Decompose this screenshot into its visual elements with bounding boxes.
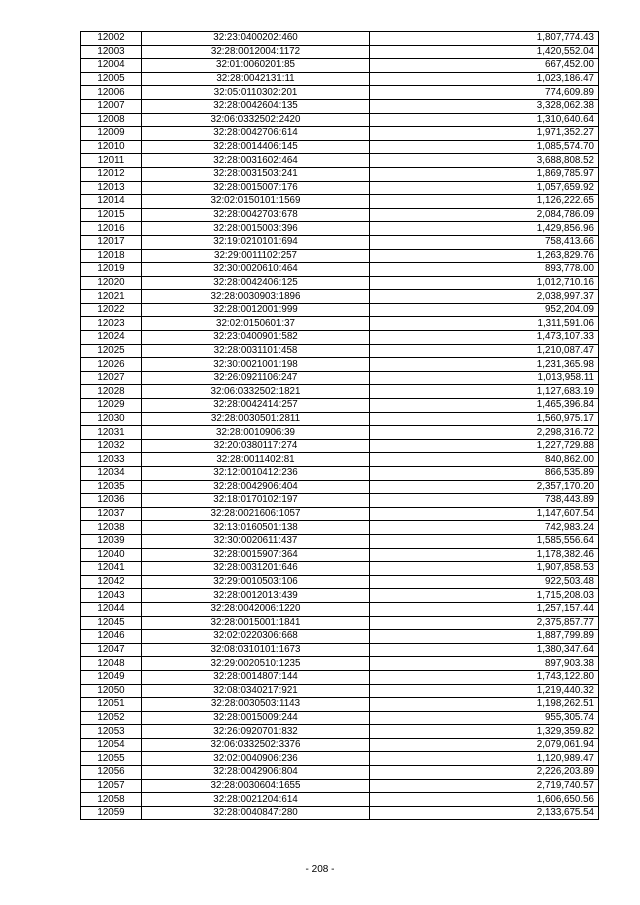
cadastral-number-cell: 32:06:0332502:2420	[142, 113, 370, 127]
value-cell: 1,057,659.92	[370, 181, 599, 195]
value-cell: 1,127,683.19	[370, 385, 599, 399]
cadastral-number-cell: 32:28:0040847:280	[142, 806, 370, 820]
cadastral-number-cell: 32:08:0310101:1673	[142, 643, 370, 657]
table-row	[81, 426, 599, 440]
row-number-cell: 12012	[81, 167, 142, 181]
cadastral-number-cell: 32:01:0060201:85	[142, 59, 370, 73]
row-number-cell: 12046	[81, 630, 142, 644]
value-cell: 2,084,786.09	[370, 208, 599, 222]
cadastral-number-cell: 32:30:0021001:198	[142, 358, 370, 372]
row-number-cell: 12050	[81, 684, 142, 698]
cadastral-number-cell: 32:28:0012004:1172	[142, 45, 370, 59]
table-row	[81, 59, 599, 73]
row-number-cell: 12004	[81, 59, 142, 73]
row-number-cell: 12008	[81, 113, 142, 127]
cadastral-number-cell: 32:02:0150101:1569	[142, 195, 370, 209]
table-row	[81, 371, 599, 385]
row-number-cell: 12024	[81, 331, 142, 345]
value-cell: 1,971,352.27	[370, 127, 599, 141]
value-cell: 1,257,157.44	[370, 602, 599, 616]
cadastral-number-cell: 32:13:0160501:138	[142, 521, 370, 535]
value-cell: 1,329,359.82	[370, 725, 599, 739]
table-row	[81, 140, 599, 154]
cadastral-number-cell: 32:28:0021204:614	[142, 793, 370, 807]
value-cell: 3,328,062.38	[370, 99, 599, 113]
value-cell: 893,778.00	[370, 263, 599, 277]
cadastral-number-cell: 32:02:0150601:37	[142, 317, 370, 331]
table-row	[81, 331, 599, 345]
value-cell: 1,085,574.70	[370, 140, 599, 154]
cadastral-number-cell: 32:06:0332502:3376	[142, 738, 370, 752]
table-row	[81, 399, 599, 413]
row-number-cell: 12038	[81, 521, 142, 535]
row-number-cell: 12036	[81, 494, 142, 508]
value-cell: 955,305.74	[370, 711, 599, 725]
row-number-cell: 12039	[81, 534, 142, 548]
cadastral-number-cell: 32:30:0020610:464	[142, 263, 370, 277]
value-cell: 1,606,650.56	[370, 793, 599, 807]
cadastral-number-cell: 32:28:0030501:2811	[142, 412, 370, 426]
cadastral-number-cell: 32:28:0012001:999	[142, 303, 370, 317]
value-cell: 3,688,808.52	[370, 154, 599, 168]
cadastral-number-cell: 32:08:0340217:921	[142, 684, 370, 698]
table-body	[81, 32, 599, 820]
table-row	[81, 235, 599, 249]
row-number-cell: 12015	[81, 208, 142, 222]
row-number-cell: 12043	[81, 589, 142, 603]
value-cell: 758,413.66	[370, 235, 599, 249]
cadastral-number-cell: 32:28:0042006:1220	[142, 602, 370, 616]
row-number-cell: 12006	[81, 86, 142, 100]
row-number-cell: 12045	[81, 616, 142, 630]
row-number-cell: 12042	[81, 575, 142, 589]
table-row	[81, 752, 599, 766]
value-cell: 2,038,997.37	[370, 290, 599, 304]
value-cell: 840,862.00	[370, 453, 599, 467]
value-cell: 2,133,675.54	[370, 806, 599, 820]
value-cell: 2,079,061.94	[370, 738, 599, 752]
value-cell: 1,311,591.06	[370, 317, 599, 331]
value-cell: 1,380,347.64	[370, 643, 599, 657]
row-number-cell: 12027	[81, 371, 142, 385]
table-row	[81, 670, 599, 684]
table-row	[81, 657, 599, 671]
value-cell: 1,147,607.54	[370, 507, 599, 521]
row-number-cell: 12047	[81, 643, 142, 657]
table-row	[81, 32, 599, 46]
value-cell: 1,227,729.88	[370, 439, 599, 453]
row-number-cell: 12002	[81, 32, 142, 46]
value-cell: 922,503.48	[370, 575, 599, 589]
row-number-cell: 12044	[81, 602, 142, 616]
cadastral-number-cell: 32:28:0031602:464	[142, 154, 370, 168]
row-number-cell: 12009	[81, 127, 142, 141]
row-number-cell: 12053	[81, 725, 142, 739]
cadastral-number-cell: 32:28:0042906:804	[142, 766, 370, 780]
table-row	[81, 793, 599, 807]
table-row	[81, 562, 599, 576]
cadastral-number-cell: 32:28:0042406:125	[142, 276, 370, 290]
cadastral-number-cell: 32:28:0015007:176	[142, 181, 370, 195]
row-number-cell: 12026	[81, 358, 142, 372]
value-cell: 1,807,774.43	[370, 32, 599, 46]
table-row	[81, 643, 599, 657]
cadastral-number-cell: 32:28:0031503:241	[142, 167, 370, 181]
value-cell: 2,298,316.72	[370, 426, 599, 440]
table-row	[81, 86, 599, 100]
row-number-cell: 12057	[81, 779, 142, 793]
table-row	[81, 779, 599, 793]
value-cell: 1,473,107.33	[370, 331, 599, 345]
cadastral-number-cell: 32:23:0400202:460	[142, 32, 370, 46]
table-row	[81, 263, 599, 277]
row-number-cell: 12007	[81, 99, 142, 113]
cadastral-number-cell: 32:23:0400901:582	[142, 331, 370, 345]
table-row	[81, 385, 599, 399]
cadastral-number-cell: 32:28:0042414:257	[142, 399, 370, 413]
value-cell: 1,178,382.46	[370, 548, 599, 562]
cadastral-number-cell: 32:28:0030604:1655	[142, 779, 370, 793]
cadastral-number-cell: 32:28:0015003:396	[142, 222, 370, 236]
value-cell: 1,198,262.51	[370, 698, 599, 712]
row-number-cell: 12033	[81, 453, 142, 467]
row-number-cell: 12051	[81, 698, 142, 712]
cadastral-number-cell: 32:28:0021606:1057	[142, 507, 370, 521]
row-number-cell: 12022	[81, 303, 142, 317]
value-cell: 897,903.38	[370, 657, 599, 671]
cadastral-number-cell: 32:29:0010503:106	[142, 575, 370, 589]
table-row	[81, 616, 599, 630]
row-number-cell: 12048	[81, 657, 142, 671]
cadastral-number-cell: 32:26:0920701:832	[142, 725, 370, 739]
cadastral-number-cell: 32:28:0015907:364	[142, 548, 370, 562]
row-number-cell: 12059	[81, 806, 142, 820]
cadastral-number-cell: 32:28:0015009:244	[142, 711, 370, 725]
table-row	[81, 806, 599, 820]
table-row	[81, 290, 599, 304]
row-number-cell: 12037	[81, 507, 142, 521]
row-number-cell: 12031	[81, 426, 142, 440]
table-row	[81, 167, 599, 181]
table-row	[81, 698, 599, 712]
table-row	[81, 222, 599, 236]
cadastral-number-cell: 32:02:0220306:668	[142, 630, 370, 644]
table-row	[81, 154, 599, 168]
cadastral-number-cell: 32:28:0011402:81	[142, 453, 370, 467]
value-cell: 1,907,858.53	[370, 562, 599, 576]
cadastral-number-cell: 32:28:0031101:458	[142, 344, 370, 358]
table-row	[81, 276, 599, 290]
table-row	[81, 467, 599, 481]
cadastral-number-cell: 32:29:0020510:1235	[142, 657, 370, 671]
table-row	[81, 127, 599, 141]
value-cell: 1,869,785.97	[370, 167, 599, 181]
value-cell: 1,743,122.80	[370, 670, 599, 684]
table-row	[81, 494, 599, 508]
row-number-cell: 12014	[81, 195, 142, 209]
row-number-cell: 12011	[81, 154, 142, 168]
table-row	[81, 684, 599, 698]
value-cell: 1,263,829.76	[370, 249, 599, 263]
row-number-cell: 12010	[81, 140, 142, 154]
value-cell: 2,719,740.57	[370, 779, 599, 793]
cadastral-number-cell: 32:28:0042703:678	[142, 208, 370, 222]
row-number-cell: 12055	[81, 752, 142, 766]
page-number: - 208 -	[305, 864, 335, 875]
cadastral-number-cell: 32:29:0011102:257	[142, 249, 370, 263]
table-row	[81, 99, 599, 113]
value-cell: 2,375,857.77	[370, 616, 599, 630]
table-row	[81, 317, 599, 331]
cadastral-number-cell: 32:28:0012013:439	[142, 589, 370, 603]
table-row	[81, 630, 599, 644]
row-number-cell: 12028	[81, 385, 142, 399]
value-cell: 774,609.89	[370, 86, 599, 100]
value-cell: 738,443.89	[370, 494, 599, 508]
row-number-cell: 12058	[81, 793, 142, 807]
cadastral-number-cell: 32:30:0020611:437	[142, 534, 370, 548]
table-row	[81, 725, 599, 739]
table-row	[81, 575, 599, 589]
value-cell: 2,357,170.20	[370, 480, 599, 494]
row-number-cell: 12019	[81, 263, 142, 277]
table-row	[81, 507, 599, 521]
table-row	[81, 344, 599, 358]
cadastral-number-cell: 32:06:0332502:1821	[142, 385, 370, 399]
value-cell: 1,429,856.96	[370, 222, 599, 236]
row-number-cell: 12003	[81, 45, 142, 59]
table-row	[81, 195, 599, 209]
table-row	[81, 453, 599, 467]
table-row	[81, 602, 599, 616]
cadastral-number-cell: 32:28:0042131:11	[142, 72, 370, 86]
cadastral-number-cell: 32:28:0042906:404	[142, 480, 370, 494]
table-row	[81, 181, 599, 195]
row-number-cell: 12018	[81, 249, 142, 263]
row-number-cell: 12017	[81, 235, 142, 249]
row-number-cell: 12016	[81, 222, 142, 236]
table-row	[81, 303, 599, 317]
table-row	[81, 208, 599, 222]
row-number-cell: 12013	[81, 181, 142, 195]
table-row	[81, 534, 599, 548]
cadastral-number-cell: 32:02:0040906:236	[142, 752, 370, 766]
value-cell: 952,204.09	[370, 303, 599, 317]
row-number-cell: 12020	[81, 276, 142, 290]
cadastral-number-cell: 32:28:0014807:144	[142, 670, 370, 684]
cadastral-number-cell: 32:26:0921106:247	[142, 371, 370, 385]
row-number-cell: 12032	[81, 439, 142, 453]
value-cell: 1,219,440.32	[370, 684, 599, 698]
table-row	[81, 480, 599, 494]
cadastral-number-cell: 32:28:0010906:39	[142, 426, 370, 440]
row-number-cell: 12052	[81, 711, 142, 725]
table-row	[81, 439, 599, 453]
value-cell: 2,226,203.89	[370, 766, 599, 780]
row-number-cell: 12041	[81, 562, 142, 576]
value-cell: 1,013,958.11	[370, 371, 599, 385]
row-number-cell: 12025	[81, 344, 142, 358]
value-cell: 1,420,552.04	[370, 45, 599, 59]
row-number-cell: 12040	[81, 548, 142, 562]
value-cell: 1,126,222.65	[370, 195, 599, 209]
cadastral-number-cell: 32:28:0031201:646	[142, 562, 370, 576]
value-cell: 1,012,710.16	[370, 276, 599, 290]
table-row	[81, 45, 599, 59]
table-row	[81, 589, 599, 603]
row-number-cell: 12030	[81, 412, 142, 426]
table-row	[81, 766, 599, 780]
value-cell: 667,452.00	[370, 59, 599, 73]
value-cell: 1,310,640.64	[370, 113, 599, 127]
table-row	[81, 113, 599, 127]
row-number-cell: 12029	[81, 399, 142, 413]
value-cell: 1,465,396.84	[370, 399, 599, 413]
row-number-cell: 12005	[81, 72, 142, 86]
table-row	[81, 412, 599, 426]
cadastral-number-cell: 32:12:0010412:236	[142, 467, 370, 481]
cadastral-number-cell: 32:28:0042706:614	[142, 127, 370, 141]
cadastral-number-cell: 32:28:0030503:1143	[142, 698, 370, 712]
table-row	[81, 521, 599, 535]
cadastral-number-cell: 32:28:0042604:135	[142, 99, 370, 113]
row-number-cell: 12034	[81, 467, 142, 481]
cadastral-number-cell: 32:20:0380117:274	[142, 439, 370, 453]
row-number-cell: 12023	[81, 317, 142, 331]
cadastral-number-cell: 32:19:0210101:694	[142, 235, 370, 249]
table-row	[81, 358, 599, 372]
value-cell: 1,120,989.47	[370, 752, 599, 766]
value-cell: 1,585,556.64	[370, 534, 599, 548]
table-row	[81, 738, 599, 752]
value-cell: 1,560,975.17	[370, 412, 599, 426]
cadastral-number-cell: 32:28:0015001:1841	[142, 616, 370, 630]
row-number-cell: 12035	[81, 480, 142, 494]
cadastral-number-cell: 32:28:0030903:1896	[142, 290, 370, 304]
value-cell: 742,983.24	[370, 521, 599, 535]
value-cell: 1,231,365.98	[370, 358, 599, 372]
cadastral-number-cell: 32:28:0014406:145	[142, 140, 370, 154]
table-row	[81, 548, 599, 562]
table-row	[81, 249, 599, 263]
value-cell: 1,715,208.03	[370, 589, 599, 603]
table-row	[81, 72, 599, 86]
table-row	[81, 711, 599, 725]
value-cell: 1,887,799.89	[370, 630, 599, 644]
cadastral-number-cell: 32:05:0110302:201	[142, 86, 370, 100]
row-number-cell: 12054	[81, 738, 142, 752]
row-number-cell: 12049	[81, 670, 142, 684]
value-cell: 1,023,186.47	[370, 72, 599, 86]
value-cell: 1,210,087.47	[370, 344, 599, 358]
row-number-cell: 12021	[81, 290, 142, 304]
cadastral-value-table	[80, 31, 599, 820]
value-cell: 866,535.89	[370, 467, 599, 481]
cadastral-number-cell: 32:18:0170102:197	[142, 494, 370, 508]
row-number-cell: 12056	[81, 766, 142, 780]
